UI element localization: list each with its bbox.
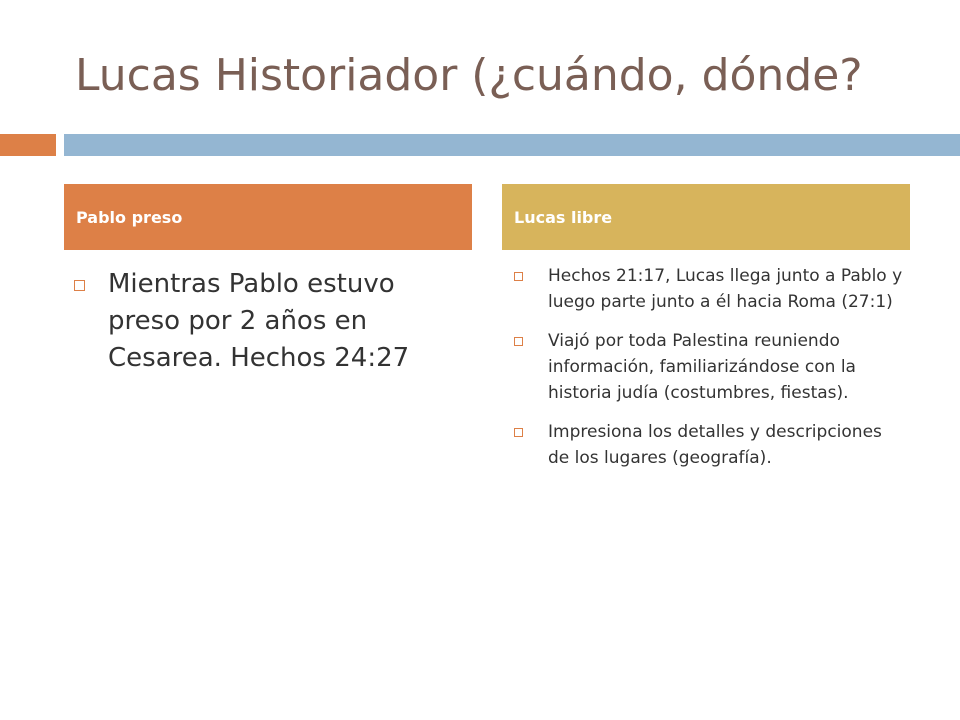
square-bullet-icon — [514, 272, 523, 281]
bullet-text: Hechos 21:17, Lucas llega junto a Pablo y luego parte junto a él hacia Roma (27:1) — [548, 266, 903, 312]
slide-title: Lucas Historiador (¿cuándo, dónde? — [75, 50, 863, 101]
left-bullet-list — [74, 266, 454, 377]
square-bullet-icon — [514, 428, 523, 437]
right-column-header — [502, 184, 910, 250]
title-accent-bar-blue — [64, 134, 960, 156]
square-bullet-icon — [514, 337, 523, 346]
right-bullet-list — [514, 263, 904, 484]
left-column-header — [64, 184, 472, 250]
list-item — [514, 419, 904, 471]
left-column-header-label: Pablo preso — [76, 207, 183, 227]
bullet-text: Viajó por toda Palestina reuniendo información, familiarizándose con la historia judía (costumbres, fiestas). — [548, 331, 856, 403]
square-bullet-icon — [74, 280, 85, 291]
bullet-text: Mientras Pablo estuvo preso por 2 años en Cesarea. Hechos 24:27 — [108, 269, 410, 373]
title-accent-bar-orange — [0, 134, 56, 156]
bullet-text: Impresiona los detalles y descripciones de los lugares (geografía). — [548, 422, 882, 468]
list-item — [74, 266, 454, 377]
list-item — [514, 328, 904, 406]
list-item — [514, 263, 904, 315]
right-column-header-label: Lucas libre — [514, 207, 613, 227]
